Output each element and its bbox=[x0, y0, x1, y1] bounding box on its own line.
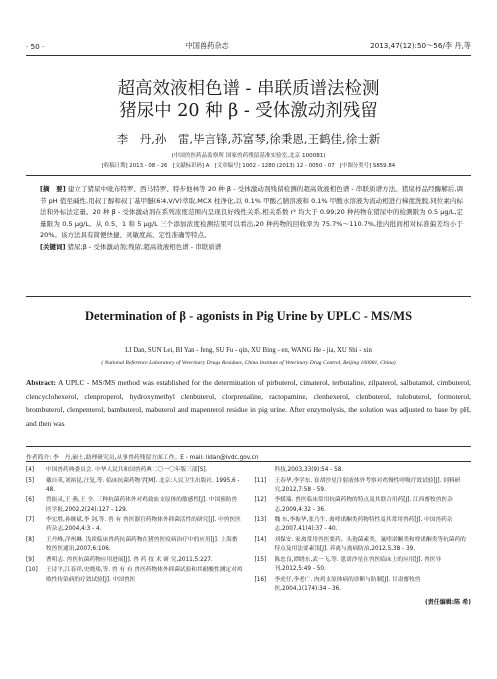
reference-item bbox=[255, 466, 472, 475]
divider-top bbox=[26, 175, 471, 176]
reference-number: [8] bbox=[26, 536, 35, 543]
reference-item bbox=[26, 466, 243, 475]
reference-number: [15] bbox=[254, 556, 267, 563]
reference-item bbox=[255, 496, 472, 514]
reference-item bbox=[26, 477, 243, 495]
reference-number bbox=[255, 466, 275, 475]
keywords-label: [关键词] bbox=[40, 242, 66, 251]
affiliation-en: ( National Reference Laboratory of Veterinary Drugs Residues, China Institute of Veterinary Drug Control, Beijing 100081, China) bbox=[101, 360, 396, 366]
keywords-cn bbox=[40, 242, 463, 254]
reference-text: 李宏胜,孙继斌,李 剑,等. 兽 有 兽医器官药物体外抑菌活性的研究[J]. 中兽医医药杂志,2004,4:3 - 4. bbox=[46, 517, 241, 533]
reference-item bbox=[26, 556, 243, 565]
references-right-column bbox=[255, 466, 472, 606]
reference-text: 科技,2003,33(9):54 - 58. bbox=[274, 467, 344, 473]
references-left-column bbox=[26, 466, 243, 606]
reference-text: 刘保安. 家禽常用兽医要药、头孢菌素类、氟喹诺酮类和喹诺酮类等抗菌药的特点及用法要素浅[J]. 养禽与禽病防治,2012,5,38 - 39. bbox=[274, 536, 466, 553]
abstract-en bbox=[26, 376, 471, 430]
reference-number: [5] bbox=[26, 477, 35, 484]
reference-text: 中国兽药典委员会. 中华人民共和国兽药典二〇一〇年版三部[S]. bbox=[46, 467, 208, 473]
reference-item bbox=[255, 536, 472, 554]
reference-item bbox=[26, 496, 243, 514]
authors-cn: 李 丹,孙 雷,毕言锋,苏富琴,徐秉恩,王鹤佳,徐士新 bbox=[116, 132, 381, 146]
divider-mid bbox=[26, 296, 471, 297]
reference-text: 魏 东,李振华,张乃生. 禽喹诺酮类药物特性及其常用兽药[J]. 中国兽药杂志,2007,41(4):37 - 40. bbox=[274, 517, 453, 533]
title-line-2: 猪尿中 20 种 β - 受体激动剂残留 bbox=[119, 101, 378, 121]
reference-text: 曹明志. 兽医抗菌药物应用进展[J]. 兽 药 技 术 研 究,2011,5:227. bbox=[46, 556, 213, 563]
reference-number: [16] bbox=[254, 576, 267, 583]
abstract-en-label: Abstract: bbox=[26, 378, 56, 387]
article-meta: [收稿日期] 2013 - 08 - 26 [文献标识码] A [文章编号] 1002 - 1280 (2013) 12 - 0050 - 07 [中图分类号] S859.84 bbox=[101, 163, 396, 169]
reference-item bbox=[255, 576, 472, 594]
reference-text: 戴自英,刘裕昆,汪复,等. 临床抗菌药物学[M]. 北京:人民卫生出版社. 1995,6 - 48. bbox=[46, 477, 240, 493]
reference-item bbox=[26, 516, 243, 534]
reference-item bbox=[255, 516, 472, 534]
reference-number: [10] bbox=[26, 567, 38, 574]
reference-number: [12] bbox=[254, 497, 267, 504]
abstract-cn-text: 建立了猪尿中吡布特罗、西马特罗、特步他林等 20 种 β - 受体激动剂残留检测的超高效液相色谱 - 串联质谱方法。猪尿样品经酶解后,调节 pH 值至碱性,用叔丁醇和叔丁基甲醚(6∶4,V/V)萃取,MCX 柱净化,以 0.1% 甲酸乙腈溶液和 0.1% 甲酸水溶液为流动相进行梯度洗脱,同位素内标法和外标法定量。20 种 β - 受体激动剂在系列浓度范围内呈现良好线性关系,相关系数 r² 均大于 0.99;20 种药物在猪尿中的检测限为 0.5 μg/L,定量限为 0.5 μg/L。从 0.5、1 和 5 μg/L 三个添加浓度检测结果可以看出,20 种药物的回收率为 75.7%～110.7%,批内批间相对标准偏差均小于 20%。该方法具有简便快捷、灵敏度高、定性准确等特点。 bbox=[40, 185, 463, 239]
reference-item bbox=[255, 477, 472, 495]
reference-text: 李虎仔,李老广. 肉鸡支原体病的诊断与防制[J]. 甘肃畜牧兽医,2004,1(174):34 - 36. bbox=[274, 576, 421, 592]
journal-name: 中国兽药杂志 bbox=[185, 41, 229, 50]
abstract-cn bbox=[40, 184, 463, 253]
page-number: · 50 · bbox=[26, 41, 45, 51]
running-header bbox=[26, 40, 471, 56]
abstract-cn-paragraph bbox=[40, 184, 463, 242]
affiliation-cn: (中国兽医药品监察所 国家兽药残留基准实验室,北京 100081) bbox=[171, 153, 326, 159]
authors-en: LI Dan, SUN Lei, BI Yan - feng, SU Fu - qin, XU Bing - en, WANG He - jia, XU Shi - xin bbox=[125, 347, 372, 354]
references bbox=[26, 461, 471, 606]
author-note: 作者简介: 李 丹,硕士,助理研究员,从事兽药残留方面工作。E - mail: lidan@ivdc.gov.cn bbox=[26, 446, 471, 461]
article-title-en: Determination of β - agonists in Pig Urine by UPLC - MS/MS bbox=[84, 309, 413, 323]
reference-number: [4] bbox=[26, 467, 35, 473]
editor-note: (责任编辑:陈 希) bbox=[425, 598, 471, 606]
reference-item bbox=[26, 536, 243, 554]
reference-text: 王春华,李学东. 崔胡沙星注射液体外考察对鸡慢性呼吸疗效试验[J]. 饲料研究,2012,7:58 - 59. bbox=[274, 477, 461, 493]
reference-number: [14] bbox=[254, 536, 267, 543]
title-line-1: 超高效液相色谱 - 串联质谱法检测 bbox=[117, 79, 380, 99]
article-title-cn bbox=[0, 78, 497, 122]
reference-text: 王丹峰,洋州琳. 浅谈临床兽药抗菌药物在猪兽医疫病治疗中的应用[J]. 上海畜牧兽医通讯,2007,6:106. bbox=[46, 536, 238, 553]
reference-number: [9] bbox=[26, 556, 35, 563]
reference-number: [13] bbox=[254, 517, 267, 524]
reference-item bbox=[255, 556, 472, 574]
keywords-text: 猪尿;β - 受体激动剂;残留;超高效液相色谱 - 串联质谱 bbox=[67, 242, 222, 251]
reference-number: [6] bbox=[26, 497, 35, 504]
reference-text: 曾振灵,王 燕,王 全. 三种抗菌药体外对鸡致血支原体的敏感性[J]. 中国预防兽医学报,2002,2(24):127 - 129. bbox=[46, 497, 238, 513]
reference-text: 陈忠良,谭晓东,武一飞,等. 恩诺沙星在兽医临床上的应用[J]. 兽医导刊,2012,5:49 - 50. bbox=[274, 556, 442, 572]
reference-text: 李媛瑞. 兽医临床常用抗菌药物的特点及其联合用药[J]. 江西畜牧兽医杂志,2009,4:32 - 36. bbox=[274, 497, 453, 513]
reference-item bbox=[26, 566, 243, 584]
reference-text: 王诗平,江春祥,史晓琰,等. 兽 有 有 兽医药物体外抑菌试验和其耐酸性测定对鸡败性传染病的疗效试验[J]. 中国兽医 bbox=[46, 567, 243, 583]
citation-info: 2013,47(12):50～56/李 丹,等 bbox=[370, 41, 471, 50]
abstract-cn-label: [摘 要] bbox=[40, 185, 66, 193]
reference-number: [11] bbox=[254, 477, 267, 484]
reference-number: [7] bbox=[26, 517, 35, 524]
abstract-en-text: A UPLC - MS/MS method was established for the determination of pirbuterol, cimaterol, terbutaline, zilpaterol, salbutamol, cimbuterol, clencyclohexerol, clenproperol, hydroxymethyl clenbuterol, clorprenaline, ractopamine, clenhexerol, clenbuterol, tulobuterol, formoterol, brombuterol, clenpenterol, bambuterol, mabuterol and mapenterol residue in pig urine. After enzymolysis, the solution was adjusted to base by pH, and then was bbox=[26, 378, 472, 428]
